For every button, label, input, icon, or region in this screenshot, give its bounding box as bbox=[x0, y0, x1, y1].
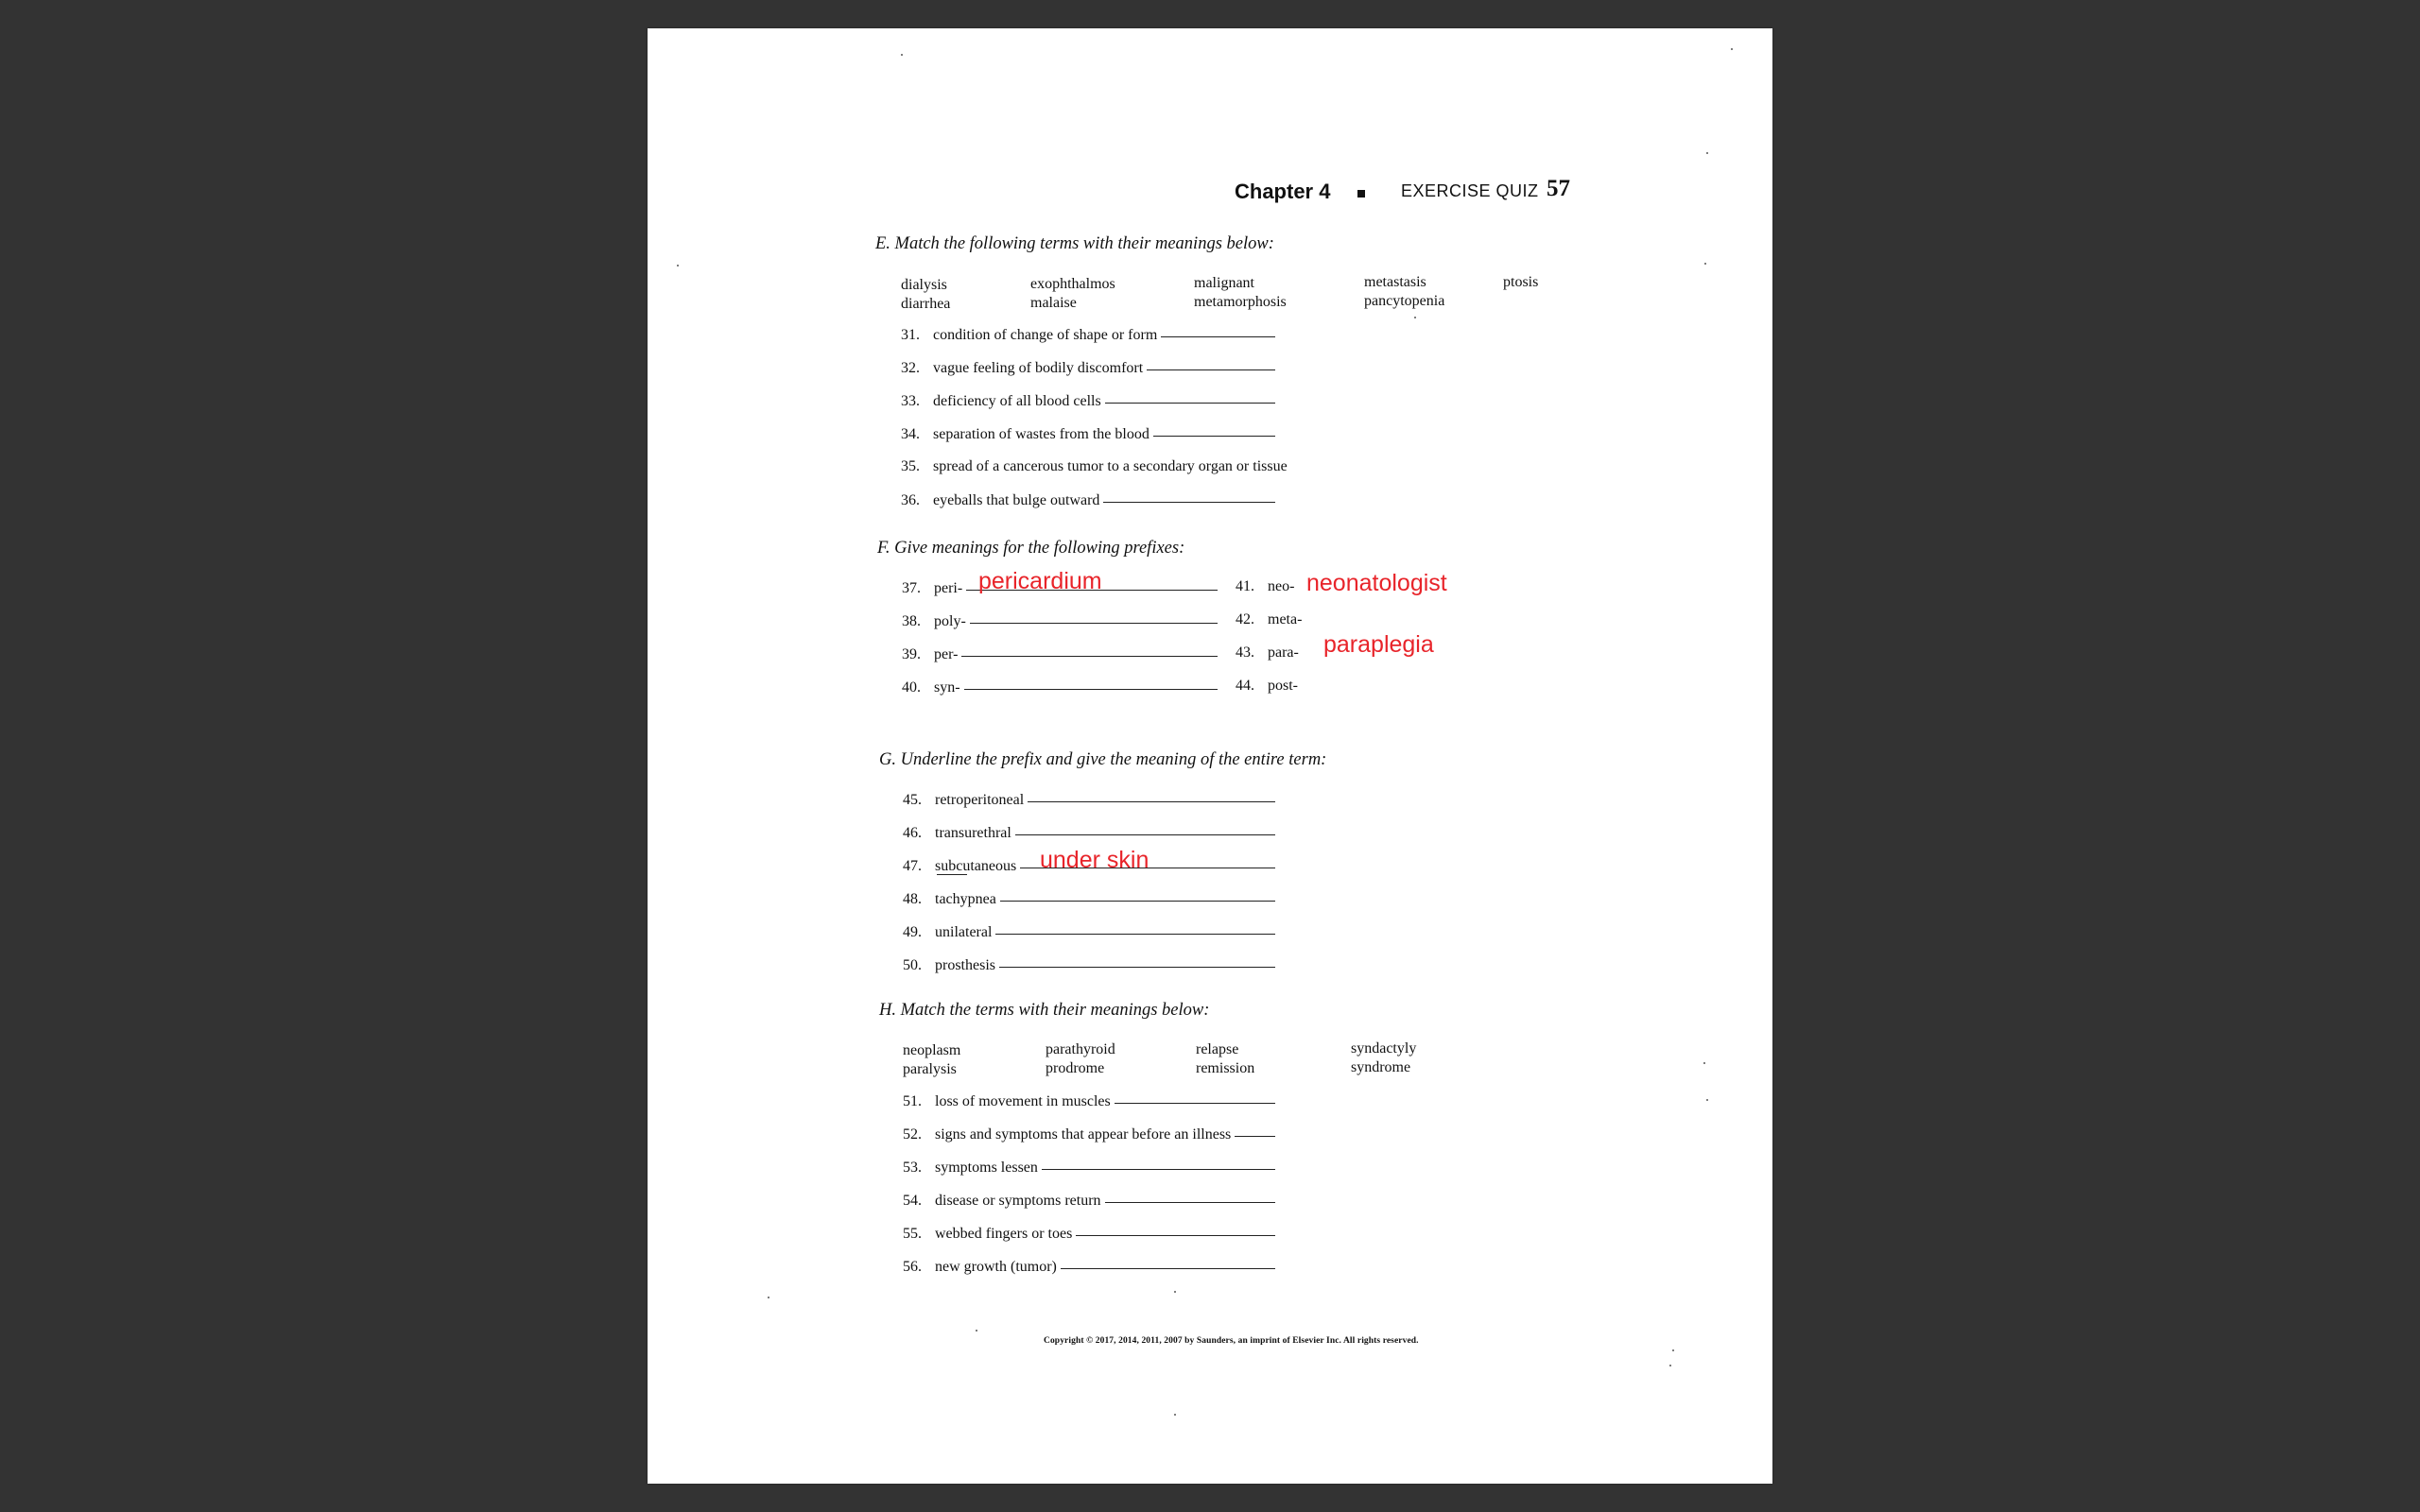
question-number: 43. bbox=[1236, 644, 1254, 661]
section-h-heading: H. Match the terms with their meanings below: bbox=[879, 1001, 1210, 1020]
question-text: condition of change of shape or form bbox=[933, 327, 1158, 343]
scan-speck bbox=[1706, 152, 1708, 154]
question-text: eyeballs that bulge outward bbox=[933, 492, 1100, 508]
prefix-text: per- bbox=[934, 646, 959, 662]
term-row bbox=[903, 924, 1275, 941]
answer-line[interactable] bbox=[1153, 435, 1275, 437]
question-row bbox=[901, 327, 1275, 344]
scan-speck bbox=[1703, 1062, 1705, 1064]
term: metastasis bbox=[1364, 274, 1426, 290]
scan-speck bbox=[1731, 48, 1733, 50]
question-number: 47. bbox=[903, 858, 922, 874]
answer-line[interactable] bbox=[1115, 1102, 1275, 1104]
answer-line[interactable] bbox=[1061, 1267, 1275, 1269]
page-number: 57 bbox=[1547, 176, 1570, 201]
question-number: 41. bbox=[1236, 578, 1254, 594]
prefix-row bbox=[902, 613, 1218, 630]
question-row bbox=[901, 393, 1275, 410]
scan-speck bbox=[768, 1297, 769, 1298]
question-text: signs and symptoms that appear before an illness bbox=[935, 1126, 1232, 1143]
answer-line[interactable] bbox=[1105, 402, 1275, 404]
answer-line[interactable] bbox=[1015, 833, 1275, 835]
prefix-underline bbox=[937, 874, 967, 875]
question-number: 45. bbox=[903, 792, 922, 808]
question-row bbox=[903, 1160, 1275, 1177]
scan-speck bbox=[1704, 263, 1706, 265]
scan-speck bbox=[1174, 1291, 1176, 1293]
copyright-notice: Copyright © 2017, 2014, 2011, 2007 by Saunders, an imprint of Elsevier Inc. All rights reserved. bbox=[1044, 1336, 1419, 1346]
question-number: 37. bbox=[902, 580, 921, 596]
answer-line[interactable] bbox=[970, 622, 1218, 624]
term: syndrome bbox=[1351, 1059, 1411, 1075]
question-text: separation of wastes from the blood bbox=[933, 426, 1150, 442]
term: malignant bbox=[1194, 275, 1254, 291]
term: malaise bbox=[1030, 295, 1077, 311]
prefix-row bbox=[1236, 678, 1298, 695]
answer-line[interactable] bbox=[1235, 1135, 1275, 1137]
handwritten-answer: neonatologist bbox=[1306, 570, 1447, 596]
term: relapse bbox=[1196, 1041, 1239, 1057]
question-number: 54. bbox=[903, 1193, 922, 1209]
question-number: 39. bbox=[902, 646, 921, 662]
header-bullet-icon bbox=[1357, 190, 1365, 198]
scan-speck bbox=[1174, 1414, 1176, 1416]
answer-line[interactable] bbox=[1028, 800, 1275, 802]
answer-line[interactable] bbox=[1105, 1201, 1275, 1203]
question-number: 40. bbox=[902, 679, 921, 696]
term: prodrome bbox=[1046, 1060, 1105, 1076]
term: diarrhea bbox=[901, 296, 951, 312]
question-row bbox=[901, 458, 1288, 475]
answer-line[interactable] bbox=[1103, 501, 1275, 503]
question-number: 42. bbox=[1236, 611, 1254, 627]
prefix-row bbox=[902, 646, 1218, 663]
answer-line[interactable] bbox=[1161, 335, 1275, 337]
term: metamorphosis bbox=[1194, 294, 1287, 310]
handwritten-answer: pericardium bbox=[978, 568, 1102, 594]
question-number: 48. bbox=[903, 891, 922, 907]
question-number: 53. bbox=[903, 1160, 922, 1176]
question-row bbox=[901, 426, 1275, 443]
handwritten-answer: under skin bbox=[1040, 847, 1150, 873]
question-number: 35. bbox=[901, 458, 920, 474]
answer-line[interactable] bbox=[961, 655, 1218, 657]
answer-line[interactable] bbox=[1042, 1168, 1275, 1170]
prefix-text: syn- bbox=[934, 679, 960, 696]
term-text: unilateral bbox=[935, 924, 993, 940]
question-text: webbed fingers or toes bbox=[935, 1226, 1073, 1242]
answer-line[interactable] bbox=[995, 933, 1275, 935]
answer-line[interactable] bbox=[964, 688, 1218, 690]
question-text: symptoms lessen bbox=[935, 1160, 1038, 1176]
term: dialysis bbox=[901, 277, 947, 293]
question-text: new growth (tumor) bbox=[935, 1259, 1057, 1275]
question-text: disease or symptoms return bbox=[935, 1193, 1101, 1209]
prefix-row bbox=[1236, 611, 1303, 628]
prefix-row bbox=[1236, 578, 1295, 595]
term-text: transurethral bbox=[935, 825, 1011, 841]
question-row bbox=[903, 1193, 1275, 1210]
question-number: 46. bbox=[903, 825, 922, 841]
prefix-text: para- bbox=[1268, 644, 1299, 661]
section-e-heading: E. Match the following terms with their meanings below: bbox=[875, 234, 1274, 253]
prefix-text: post- bbox=[1268, 678, 1298, 694]
term-text: prosthesis bbox=[935, 957, 995, 973]
question-number: 36. bbox=[901, 492, 920, 508]
question-number: 51. bbox=[903, 1093, 922, 1109]
scan-speck bbox=[677, 265, 679, 266]
scan-speck bbox=[976, 1330, 977, 1332]
term: remission bbox=[1196, 1060, 1255, 1076]
term-text: subcutaneous bbox=[935, 858, 1017, 874]
answer-line[interactable] bbox=[1000, 900, 1275, 902]
term-row bbox=[903, 957, 1275, 974]
answer-line[interactable] bbox=[1147, 369, 1275, 370]
term: syndactyly bbox=[1351, 1040, 1417, 1057]
chapter-label: Chapter 4 bbox=[1235, 180, 1331, 203]
question-row bbox=[903, 1259, 1275, 1276]
question-number: 49. bbox=[903, 924, 922, 940]
question-number: 44. bbox=[1236, 678, 1254, 694]
question-number: 56. bbox=[903, 1259, 922, 1275]
term: exophthalmos bbox=[1030, 276, 1115, 292]
term-text: tachypnea bbox=[935, 891, 996, 907]
question-text: loss of movement in muscles bbox=[935, 1093, 1111, 1109]
prefix-text: meta- bbox=[1268, 611, 1303, 627]
exercise-quiz-title: EXERCISE QUIZ bbox=[1401, 181, 1539, 200]
question-row bbox=[901, 492, 1275, 509]
term-row bbox=[903, 792, 1275, 809]
prefix-text: peri- bbox=[934, 580, 963, 596]
prefix-text: poly- bbox=[934, 613, 966, 629]
term: parathyroid bbox=[1046, 1041, 1115, 1057]
term-row bbox=[903, 825, 1275, 842]
question-number: 32. bbox=[901, 360, 920, 376]
scan-speck bbox=[1706, 1099, 1708, 1101]
scan-speck bbox=[1672, 1349, 1674, 1351]
section-f-heading: F. Give meanings for the following prefixes: bbox=[877, 539, 1185, 558]
term-row bbox=[903, 891, 1275, 908]
scan-speck bbox=[1414, 317, 1416, 318]
document-page bbox=[648, 28, 1772, 1484]
question-number: 38. bbox=[902, 613, 921, 629]
section-g-heading: G. Underline the prefix and give the meaning of the entire term: bbox=[879, 750, 1327, 769]
term-text: retroperitoneal bbox=[935, 792, 1025, 808]
answer-line[interactable] bbox=[1076, 1234, 1275, 1236]
question-number: 31. bbox=[901, 327, 920, 343]
term: neoplasm bbox=[903, 1042, 961, 1058]
question-text: spread of a cancerous tumor to a secondary organ or tissue bbox=[933, 458, 1288, 474]
prefix-row bbox=[1236, 644, 1299, 662]
question-number: 50. bbox=[903, 957, 922, 973]
prefix-row bbox=[902, 679, 1218, 696]
question-text: deficiency of all blood cells bbox=[933, 393, 1101, 409]
term: ptosis bbox=[1503, 274, 1539, 290]
question-number: 33. bbox=[901, 393, 920, 409]
answer-line[interactable] bbox=[999, 966, 1275, 968]
handwritten-answer: paraplegia bbox=[1323, 631, 1434, 658]
prefix-text: neo- bbox=[1268, 578, 1295, 594]
question-row bbox=[901, 360, 1275, 377]
question-row bbox=[903, 1126, 1275, 1143]
question-row bbox=[903, 1093, 1275, 1110]
question-number: 55. bbox=[903, 1226, 922, 1242]
scan-speck bbox=[901, 54, 903, 56]
term: pancytopenia bbox=[1364, 293, 1445, 309]
question-row bbox=[903, 1226, 1275, 1243]
question-number: 34. bbox=[901, 426, 920, 442]
term: paralysis bbox=[903, 1061, 957, 1077]
question-number: 52. bbox=[903, 1126, 922, 1143]
scan-speck bbox=[1669, 1365, 1671, 1366]
question-text: vague feeling of bodily discomfort bbox=[933, 360, 1144, 376]
